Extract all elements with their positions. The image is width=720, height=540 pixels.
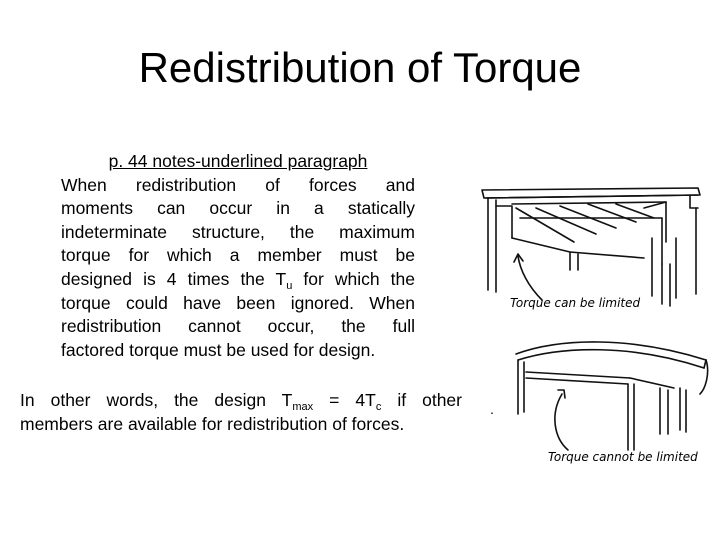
tmax-subscript: max — [292, 401, 314, 413]
paragraph-line-7: redistribution cannot occur, the full — [61, 316, 415, 337]
slide-title: Redistribution of Torque — [138, 44, 582, 91]
summary-before: In other words, the design T — [20, 390, 293, 410]
stray-mark: . — [490, 401, 494, 417]
paragraph-line-4: torque for which a member must be — [61, 245, 415, 266]
line5-after: for which the — [292, 268, 415, 289]
figure-torque-can-be-limited — [476, 178, 706, 328]
main-paragraph-block — [61, 150, 415, 362]
reference-note: p. 44 notes-underlined paragraph — [108, 151, 368, 171]
paragraph-line-8: factored torque must be used for design. — [61, 339, 376, 360]
paragraph-line-1: When redistribution of forces and — [61, 174, 415, 195]
bottom-figure-caption: Torque cannot be limited — [548, 450, 698, 464]
tu-subscript: u — [286, 279, 293, 292]
paragraph-line-6: torque could have been ignored. When — [61, 292, 415, 313]
summary-middle: = 4T — [313, 390, 376, 410]
summary-line-1 — [20, 389, 462, 413]
line5-before: designed is 4 times the T — [61, 268, 287, 289]
tc-subscript: c — [375, 401, 382, 413]
paragraph-line-3: indeterminate structure, the maximum — [61, 221, 415, 242]
top-figure-caption: Torque can be limited — [510, 296, 641, 310]
summary-block — [20, 389, 462, 436]
summary-after: if other — [381, 390, 462, 410]
paragraph-line-5 — [61, 268, 415, 292]
summary-line-2: members are available for redistribution of forces. — [20, 413, 405, 434]
paragraph-line-2: moments can occur in a statically — [61, 198, 415, 219]
figure-torque-cannot-be-limited — [510, 332, 716, 472]
